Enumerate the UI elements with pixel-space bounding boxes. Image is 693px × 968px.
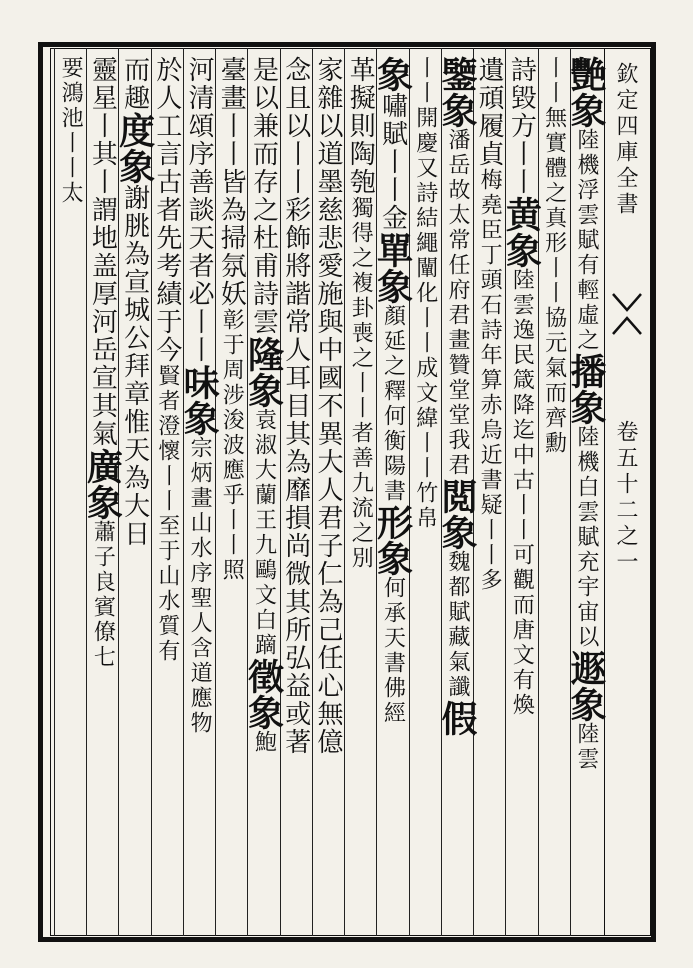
text-column: [81, 56, 124, 928]
text-column: [216, 56, 246, 928]
text-segment: 而趣: [119, 56, 150, 112]
text-segment: 謝朓為宣城公拜章惟天為大日: [119, 184, 150, 548]
text-segment: 彰于周涉浚波應乎丨丨: [219, 308, 245, 558]
entry-headword: 形象: [371, 504, 414, 576]
text-segment: 蕭子良賓僚七: [90, 520, 116, 670]
text-column: [113, 56, 156, 928]
margin-volume-label: 卷五十二之一: [613, 420, 638, 576]
entry-headword: 黄象: [500, 196, 543, 268]
fish-tail-mark-icon: [609, 292, 645, 336]
text-segment: 於人工言古者先考績于今: [151, 56, 182, 364]
text-segment: 陸機白雲賦充宇宙以: [573, 425, 599, 650]
text-column: [152, 56, 182, 928]
text-column: [564, 56, 607, 928]
text-segment: 家雜以道墨慈悲愛施與中國不異大人君子仁為己任心無億: [313, 56, 343, 756]
text-segment: 星丨其丨謂地盖厚河岳宣其氣: [87, 84, 118, 448]
text-column: [281, 56, 311, 928]
text-column: [435, 56, 478, 928]
text-segment: 者善九流之別: [348, 421, 374, 571]
text-segment: 獨得之複卦喪之丨丨: [348, 196, 374, 421]
text-segment: 潘岳故太常任府君畫贊堂堂我君: [444, 128, 470, 478]
entry-headword: 單象: [371, 232, 414, 304]
entry-headword: 閲象: [435, 478, 478, 550]
text-column: [178, 56, 221, 928]
text-segment: 梅堯臣丁頭石詩年算赤烏近書疑丨丨多: [477, 168, 503, 593]
text-segment: 詩毀方丨丨: [506, 56, 537, 196]
text-column: [345, 56, 375, 928]
text-column: [500, 56, 543, 928]
text-segment: 革擬則陶匏: [345, 56, 376, 196]
entry-headword: 播象: [564, 353, 607, 425]
text-segment: 照: [219, 558, 245, 583]
text-segment: 嘯賦丨丨金: [377, 92, 408, 232]
text-segment: 魏都賦藏氣讖: [444, 550, 470, 700]
entry-headword: 象: [371, 56, 414, 92]
text-column: [55, 56, 85, 928]
text-segment: 要鴻池丨丨太: [58, 56, 84, 206]
text-segment: 袁淑大蘭王九鷗文白蹢: [251, 408, 277, 658]
text-segment: 緯丨丨竹帛: [412, 406, 438, 531]
text-segment: 臺畫丨丨皆為掃氛妖: [216, 56, 247, 308]
text-segment: 丨丨開慶又詩結繩闡化丨丨成文: [412, 56, 438, 406]
text-column: [410, 56, 440, 928]
entry-headword: 假: [435, 700, 478, 736]
entry-headword: 隆象: [242, 336, 285, 408]
text-column: [474, 56, 504, 928]
entry-headword: 廣象: [81, 448, 124, 520]
text-segment: 是以兼而存之杜甫詩雲: [248, 56, 279, 336]
text-segment: 宗炳畫山水序聖人含道應物: [187, 436, 213, 736]
text-column: [371, 56, 414, 928]
entry-headword: 艷象: [564, 56, 607, 128]
entry-headword: 度象: [113, 112, 156, 184]
text-segment: 河清頌序善談天者必丨丨: [184, 56, 215, 364]
entry-headword: 鑒象: [435, 56, 478, 128]
text-segment: 陸雲逸民箴降迄中古丨丨可觀而唐文有煥: [509, 268, 535, 718]
text-column: [242, 56, 285, 928]
text-segment: 鮑: [251, 730, 277, 755]
text-segment: 顏延之釋何衡陽書: [380, 304, 406, 504]
text-segment: 陸雲: [573, 722, 599, 772]
entry-headword: 味象: [178, 364, 221, 436]
text-segment: 念且以丨丨彩飾將諧常人耳目其為靡損尚微其所弘益或著: [280, 56, 311, 756]
text-segment: 遺頑履貞: [474, 56, 505, 168]
text-segment: 靈: [87, 56, 118, 84]
text-column: [313, 56, 343, 928]
margin-book-title: 欽定四庫全書: [613, 62, 638, 218]
text-column: [539, 56, 569, 928]
text-segment: 賢者澄懷丨丨至于山水質有: [154, 364, 180, 664]
entry-headword: 徵象: [242, 658, 285, 730]
entry-headword: 遯象: [564, 650, 607, 722]
text-segment: 陸機浮雲賦有輕虛之: [573, 128, 599, 353]
text-segment: 何承天書佛經: [380, 576, 406, 726]
text-segment: 丨丨無實體之真形: [541, 56, 567, 256]
text-segment: 丨丨協元氣而齊勳: [541, 256, 567, 456]
